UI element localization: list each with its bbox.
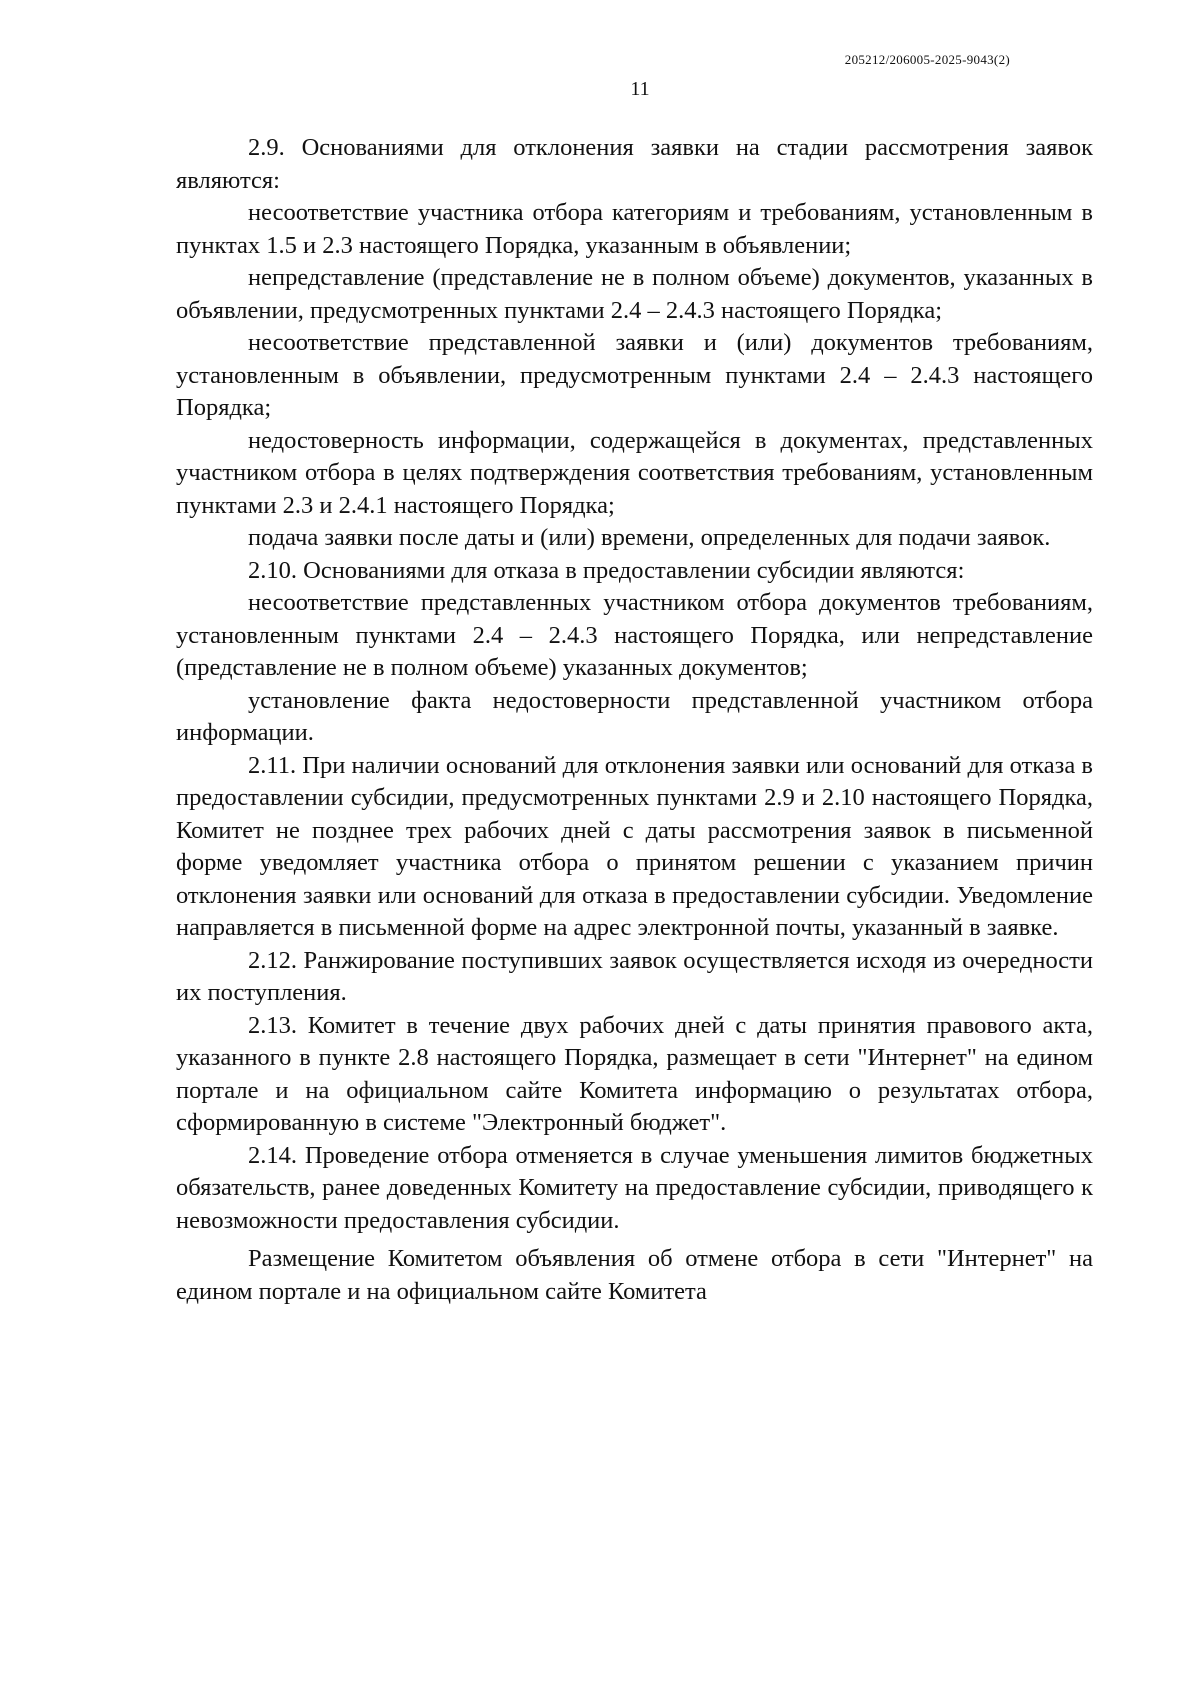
paragraph-2-12: 2.12. Ранжирование поступивших заявок осуществляется исходя из очередности их поступления. bbox=[176, 946, 1093, 1006]
document-body bbox=[176, 132, 1093, 1308]
list-item: несоответствие представленных участником отбора документов требованиям, установленным пунктами 2.4 – 2.4.3 настоящего Порядка, или непредставление (представление не в полном объеме) указанных документов; bbox=[176, 589, 1093, 681]
list-item: несоответствие участника отбора категориям и требованиям, установленным в пунктах 1.5 и 2.3 настоящего Порядка, указанным в объявлении; bbox=[176, 199, 1093, 259]
paragraph-2-9: 2.9. Основаниями для отклонения заявки на стадии рассмотрения заявок являются: bbox=[176, 134, 1093, 194]
paragraph-2-11: 2.11. При наличии оснований для отклонения заявки или оснований для отказа в предоставлении субсидии, предусмотренных пунктами 2.9 и 2.10 настоящего Порядка, Комитет не позднее трех рабочих дней с даты рассмотрения заявок в письменной форме уведомляет участника отбора о принятом решении с указанием причин отклонения заявки или оснований для отказа в предоставлении субсидии. Уведомление направляется в письменной форме на адрес электронной почты, указанный в заявке. bbox=[176, 751, 1093, 941]
paragraph-cancellation-notice: Размещение Комитетом объявления об отмене отбора в сети "Интернет" на едином портале и на официальном сайте Комитета bbox=[176, 1245, 1093, 1305]
page-number: 11 bbox=[630, 78, 650, 100]
list-item: непредставление (представление не в полном объеме) документов, указанных в объявлении, предусмотренных пунктами 2.4 – 2.4.3 настоящего Порядка; bbox=[176, 264, 1093, 324]
list-item: несоответствие представленной заявки и (или) документов требованиям, установленным в объявлении, предусмотренным пунктами 2.4 – 2.4.3 настоящего Порядка; bbox=[176, 329, 1093, 421]
paragraph-2-10: 2.10. Основаниями для отказа в предоставлении субсидии являются: bbox=[248, 556, 965, 584]
paragraph-2-13: 2.13. Комитет в течение двух рабочих дней с даты принятия правового акта, указанного в пункте 2.8 настоящего Порядка, размещает в сети "Интернет" на едином портале и на официальном сайте Комитета информацию о результатах отбора, сформированную в системе "Электронный бюджет". bbox=[176, 1011, 1093, 1136]
paragraph-2-14: 2.14. Проведение отбора отменяется в случае уменьшения лимитов бюджетных обязательств, ранее доведенных Комитету на предоставление субсидии, приводящего к невозможности предоставления субсидии. bbox=[176, 1141, 1093, 1234]
list-item: подача заявки после даты и (или) времени, определенных для подачи заявок. bbox=[248, 524, 1051, 551]
list-item: недостоверность информации, содержащейся в документах, представленных участником отбора в целях подтверждения соответствия требованиям, установленным пунктами 2.3 и 2.4.1 настоящего Порядка; bbox=[176, 426, 1093, 519]
list-item: установление факта недостоверности представленной участником отбора информации. bbox=[176, 686, 1093, 746]
document-number: 205212/206005-2025-9043(2) bbox=[844, 52, 1010, 67]
